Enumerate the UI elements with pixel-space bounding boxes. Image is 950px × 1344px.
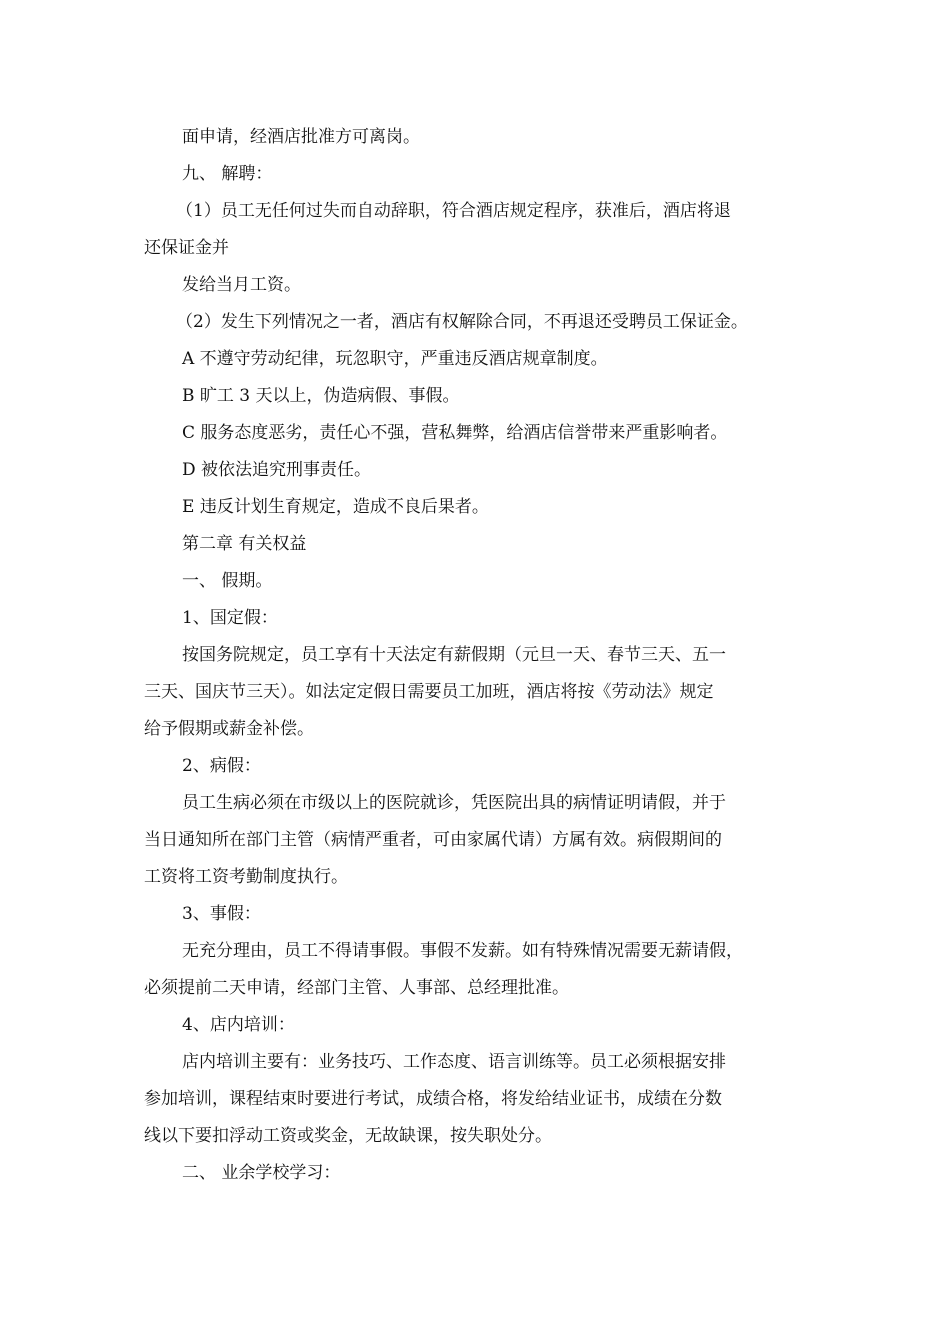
paragraph-line: 店内培训主要有：业务技巧、工作态度、语言训练等。员工必须根据安排 [182, 1052, 726, 1072]
paragraph-line: 工资将工资考勤制度执行。 [144, 867, 348, 887]
paragraph-line: 4、店内培训： [182, 1015, 295, 1035]
paragraph-line: B 旷工 3 天以上，伪造病假、事假。 [182, 386, 460, 406]
paragraph-line: 无充分理由，员工不得请事假。事假不发薪。如有特殊情况需要无薪请假， [182, 941, 743, 961]
paragraph-line: 当日通知所在部门主管（病情严重者，可由家属代请）方属有效。病假期间的 [144, 830, 722, 850]
paragraph-line: 面申请，经酒店批准方可离岗。 [182, 127, 420, 147]
paragraph-line: （2）发生下列情况之一者，酒店有权解除合同，不再退还受聘员工保证金。 [176, 312, 748, 332]
document-body [144, 119, 814, 1192]
paragraph-line: E 违反计划生育规定，造成不良后果者。 [182, 497, 489, 517]
paragraph-line: 三天、国庆节三天）。如法定定假日需要员工加班，酒店将按《劳动法》规定 [144, 682, 714, 702]
paragraph-line: C 服务态度恶劣，责任心不强，营私舞弊，给酒店信誉带来严重影响者。 [182, 423, 728, 443]
paragraph-line: （1）员工无任何过失而自动辞职，符合酒店规定程序，获准后，酒店将退 [176, 201, 731, 221]
paragraph-line: 一、 假期。 [182, 571, 273, 591]
paragraph-line: 还保证金并 [144, 238, 229, 258]
paragraph-line: 第二章 有关权益 [182, 534, 307, 554]
paragraph-line: 1、国定假： [182, 608, 278, 628]
paragraph-line: 按国务院规定，员工享有十天法定有薪假期（元旦一天、春节三天、五一 [182, 645, 726, 665]
paragraph-line: 九、 解聘： [182, 164, 273, 184]
paragraph-line: 必须提前二天申请，经部门主管、人事部、总经理批准。 [144, 978, 569, 998]
paragraph-line: D 被依法追究刑事责任。 [182, 460, 372, 480]
paragraph-line: 二、 业余学校学习： [182, 1163, 341, 1183]
paragraph-line: 给予假期或薪金补偿。 [144, 719, 314, 739]
paragraph-line: 参加培训，课程结束时要进行考试，成绩合格，将发给结业证书，成绩在分数 [144, 1089, 722, 1109]
paragraph-line: 员工生病必须在市级以上的医院就诊，凭医院出具的病情证明请假，并于 [182, 793, 726, 813]
paragraph-line: 线以下要扣浮动工资或奖金，无故缺课，按失职处分。 [144, 1126, 552, 1146]
paragraph-line: 3、事假： [182, 904, 261, 924]
paragraph-line: A 不遵守劳动纪律，玩忽职守，严重违反酒店规章制度。 [182, 349, 608, 369]
paragraph-line: 2、病假： [182, 756, 261, 776]
paragraph-line: 发给当月工资。 [182, 275, 301, 295]
